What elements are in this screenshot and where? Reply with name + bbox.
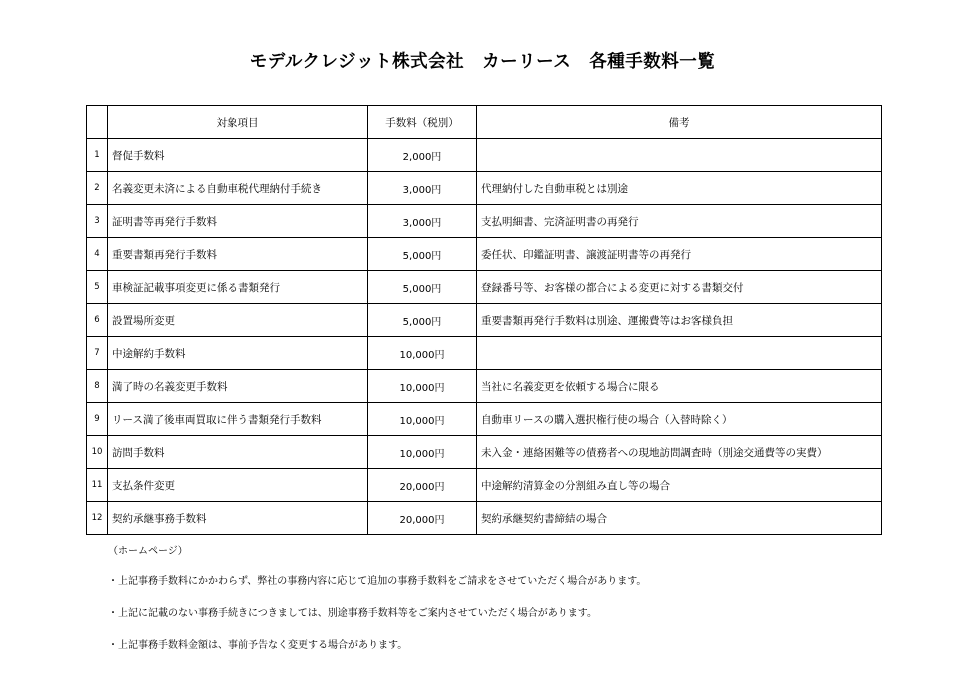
row-fee: 10,000円 <box>368 403 477 436</box>
row-fee: 3,000円 <box>368 205 477 238</box>
row-fee: 5,000円 <box>368 304 477 337</box>
row-item: 支払条件変更 <box>108 469 368 502</box>
header-fee: 手数料（税別） <box>368 106 477 139</box>
row-fee: 20,000円 <box>368 469 477 502</box>
table-header-row <box>87 106 882 139</box>
row-remarks: 当社に名義変更を依頼する場合に限る <box>477 370 882 403</box>
row-fee: 10,000円 <box>368 337 477 370</box>
header-no <box>87 106 108 139</box>
note-line: ・上記事務手数料金額は、事前予告なく変更する場合があります。 <box>108 640 408 651</box>
row-number: 3 <box>87 205 108 238</box>
row-number: 6 <box>87 304 108 337</box>
row-number: 5 <box>87 271 108 304</box>
row-number: 9 <box>87 403 108 436</box>
row-remarks: 重要書類再発行手数料は別途、運搬費等はお客様負担 <box>477 304 882 337</box>
table-row <box>87 304 882 337</box>
row-item: 設置場所変更 <box>108 304 368 337</box>
row-remarks <box>477 337 882 370</box>
row-item: 中途解約手数料 <box>108 337 368 370</box>
row-remarks: 代理納付した自動車税とは別途 <box>477 172 882 205</box>
row-item: 重要書類再発行手数料 <box>108 238 368 271</box>
table-row <box>87 271 882 304</box>
row-number: 8 <box>87 370 108 403</box>
fee-table-body <box>87 139 882 535</box>
row-item: 証明書等再発行手数料 <box>108 205 368 238</box>
row-number: 7 <box>87 337 108 370</box>
row-number: 10 <box>87 436 108 469</box>
table-row <box>87 370 882 403</box>
table-row <box>87 139 882 172</box>
row-item: 満了時の名義変更手数料 <box>108 370 368 403</box>
table-row <box>87 469 882 502</box>
row-item: 督促手数料 <box>108 139 368 172</box>
row-number: 11 <box>87 469 108 502</box>
row-item: 名義変更未済による自動車税代理納付手続き <box>108 172 368 205</box>
row-remarks: 未入金・連絡困難等の債務者への現地訪問調査時（別途交通費等の実費） <box>477 436 882 469</box>
row-fee: 5,000円 <box>368 271 477 304</box>
row-item: 契約承継事務手数料 <box>108 502 368 535</box>
row-fee: 5,000円 <box>368 238 477 271</box>
row-fee: 10,000円 <box>368 436 477 469</box>
row-number: 4 <box>87 238 108 271</box>
row-fee: 2,000円 <box>368 139 477 172</box>
row-remarks: 支払明細書、完済証明書の再発行 <box>477 205 882 238</box>
row-remarks <box>477 139 882 172</box>
row-remarks: 中途解約清算金の分割組み直し等の場合 <box>477 469 882 502</box>
table-row <box>87 337 882 370</box>
header-remarks: 備考 <box>477 106 882 139</box>
page-title: モデルクレジット株式会社 カーリース 各種手数料一覧 <box>249 52 716 72</box>
note-line: ・上記事務手数料にかかわらず、弊社の事務内容に応じて追加の事務手数料をご請求をさせていただく場合があります。 <box>108 576 647 587</box>
row-remarks: 登録番号等、お客様の都合による変更に対する書類交付 <box>477 271 882 304</box>
table-row <box>87 238 882 271</box>
row-remarks: 自動車リースの購入選択権行使の場合（入替時除く） <box>477 403 882 436</box>
row-item: リース満了後車両買取に伴う書類発行手数料 <box>108 403 368 436</box>
row-item: 訪問手数料 <box>108 436 368 469</box>
table-row <box>87 502 882 535</box>
notes-heading: （ホームページ） <box>108 546 188 557</box>
row-fee: 10,000円 <box>368 370 477 403</box>
row-remarks: 委任状、印鑑証明書、譲渡証明書等の再発行 <box>477 238 882 271</box>
row-item: 車検証記載事項変更に係る書類発行 <box>108 271 368 304</box>
row-number: 1 <box>87 139 108 172</box>
table-row <box>87 205 882 238</box>
header-item: 対象項目 <box>108 106 368 139</box>
notes-section <box>108 542 646 668</box>
table-row <box>87 172 882 205</box>
table-row <box>87 403 882 436</box>
table-row <box>87 436 882 469</box>
fee-table <box>86 105 882 535</box>
note-line: ・上記に記載のない事務手続きにつきましては、別途事務手数料等をご案内させていただく場合があります。 <box>108 608 597 619</box>
row-number: 2 <box>87 172 108 205</box>
row-fee: 20,000円 <box>368 502 477 535</box>
row-fee: 3,000円 <box>368 172 477 205</box>
row-number: 12 <box>87 502 108 535</box>
row-remarks: 契約承継契約書締結の場合 <box>477 502 882 535</box>
